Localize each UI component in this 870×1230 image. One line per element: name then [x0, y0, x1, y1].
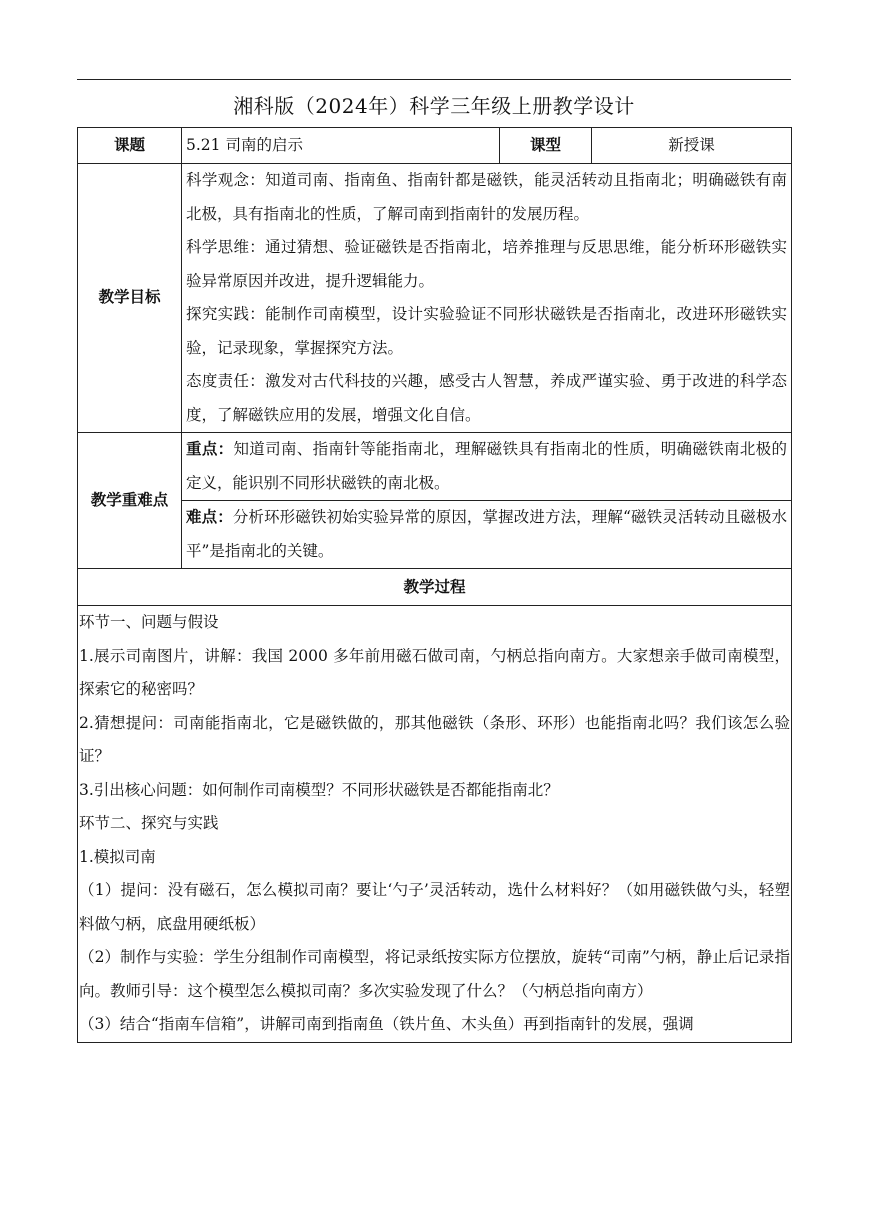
topic-label: 课题 [78, 128, 182, 164]
goals-content [182, 164, 792, 433]
header-rule [77, 79, 791, 80]
focus-row [78, 433, 792, 501]
process-line: 2.猜想提问：司南能指南北，它是磁铁做的，那其他磁铁（条形、环形）也能指南北吗？我们该怎么验证？ [79, 713, 790, 765]
type-label: 课型 [500, 128, 592, 164]
goals-row [78, 164, 792, 433]
difficulty-label: 难点： [186, 508, 233, 526]
difficulty-text: 分析环形磁铁初始实验异常的原因，掌握改进方法，理解“磁铁灵活转动且磁极水平”是指南北的关键。 [186, 508, 787, 560]
focus-paragraph [186, 433, 787, 500]
topic-value: 5.21 司南的启示 [182, 128, 500, 164]
process-line: 3.引出核心问题：如何制作司南模型？不同形状磁铁是否都能指南北？ [79, 780, 559, 799]
process-content [78, 606, 792, 1043]
header-row [78, 128, 792, 164]
process-line: 环节一、问题与假设 [79, 613, 219, 631]
goal-item: 态度责任：激发对古代科技的兴趣，感受古人智慧，养成严谨实验、勇于改进的科学态度，了解磁铁应用的发展，增强文化自信。 [186, 372, 787, 424]
process-line: （1）提问：没有磁石，怎么模拟司南？要让‘勺子’灵活转动，选什么材料好？（如用磁铁做勺头，轻塑料做勺柄，底盘用硬纸板） [79, 881, 790, 933]
process-line: （3）结合“指南车信箱”，讲解司南到指南鱼（铁片鱼、木头鱼）再到指南针的发展，强调 [79, 1015, 694, 1033]
process-line: 1.展示司南图片，讲解：我国 2000 多年前用磁石做司南，勺柄总指向南方。大家想亲手做司南模型，探索它的秘密吗？ [79, 646, 790, 698]
difficulty-paragraph [186, 501, 787, 568]
difficulty-content [182, 501, 792, 569]
goal-item: 探究实践：能制作司南模型，设计实验验证不同形状磁铁是否指南北，改进环形磁铁实验，记录现象，掌握探究方法。 [186, 305, 787, 357]
focus-label: 重点： [186, 440, 234, 458]
process-row [78, 606, 792, 1043]
document-title: 湘科版（2024年）科学三年级上册教学设计 [233, 94, 635, 118]
process-heading-row [78, 569, 792, 606]
type-value: 新授课 [592, 128, 792, 164]
lesson-plan-table [77, 127, 792, 1043]
goals-label: 教学目标 [78, 164, 182, 433]
difficulty-row [78, 501, 792, 569]
process-line: 环节二、探究与实践 [79, 814, 219, 832]
process-heading: 教学过程 [78, 569, 792, 606]
key-points-label: 教学重难点 [78, 433, 182, 569]
goal-item: 科学思维：通过猜想、验证磁铁是否指南北，培养推理与反思思维，能分析环形磁铁实验异常原因并改进，提升逻辑能力。 [186, 238, 787, 290]
process-line: 1.模拟司南 [79, 847, 156, 866]
focus-text: 知道司南、指南针等能指南北，理解磁铁具有指南北的性质，明确磁铁南北极的定义，能识别不同形状磁铁的南北极。 [186, 440, 787, 492]
focus-content [182, 433, 792, 501]
process-line: （2）制作与实验：学生分组制作司南模型，将记录纸按实际方位摆放，旋转“司南”勺柄，静止后记录指向。教师引导：这个模型怎么模拟司南？多次实验发现了什么？（勺柄总指向南方） [79, 948, 790, 1000]
goal-item: 科学观念：知道司南、指南鱼、指南针都是磁铁，能灵活转动且指南北；明确磁铁有南北极，具有指南北的性质，了解司南到指南针的发展历程。 [186, 171, 787, 223]
